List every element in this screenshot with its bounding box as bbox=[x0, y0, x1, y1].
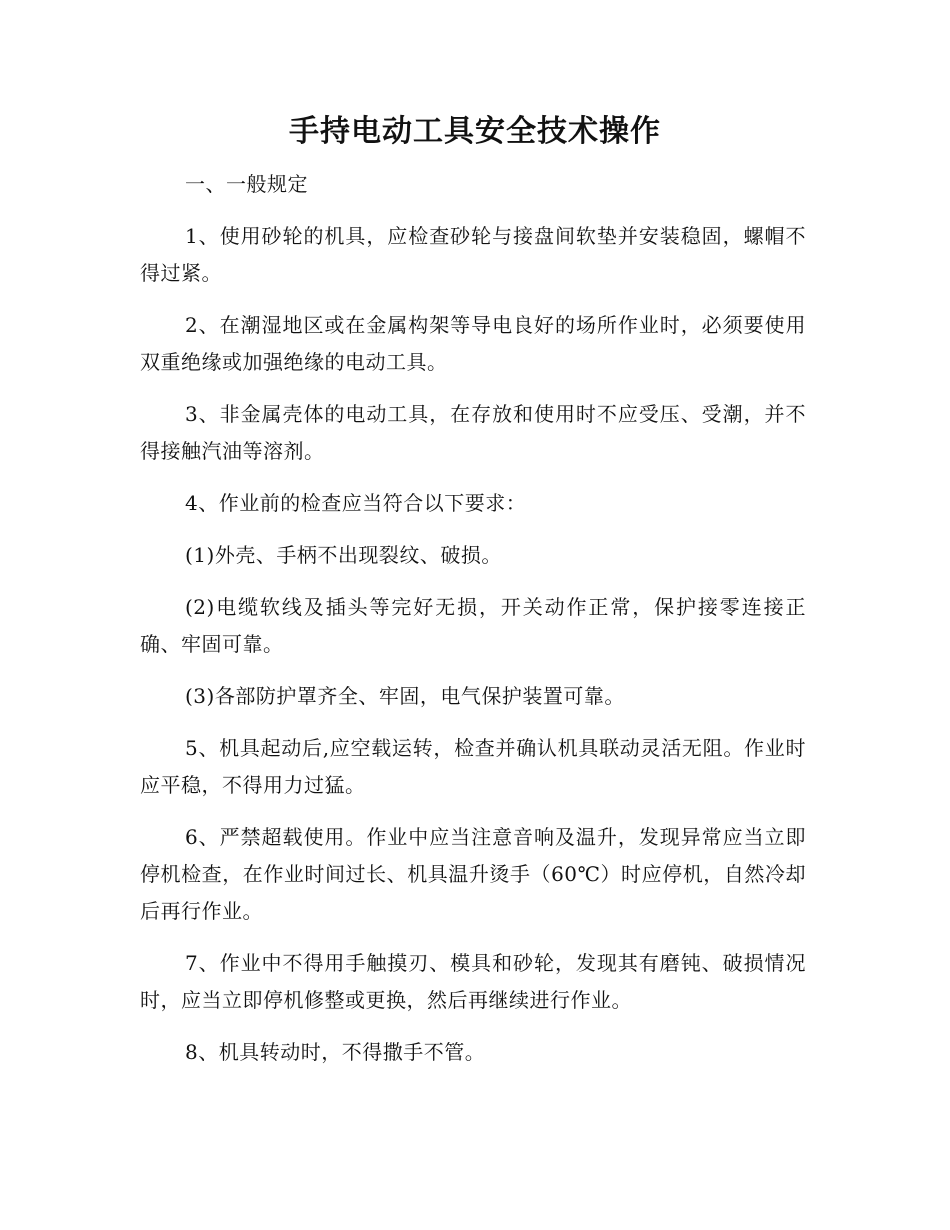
paragraph-7: 7、作业中不得用手触摸刃、模具和砂轮，发现其有磨钝、破损情况时，应当立即停机修整或更换，然后再继续进行作业。 bbox=[140, 951, 806, 1012]
paragraph-4-1: (1)外壳、手柄不出现裂纹、破损。 bbox=[185, 543, 502, 567]
paragraph-4-3: (3)各部防护罩齐全、牢固，电气保护装置可靠。 bbox=[185, 684, 625, 708]
paragraph-2: 2、在潮湿地区或在金属构架等导电良好的场所作业时，必须要使用双重绝缘或加强绝缘的电动工具。 bbox=[140, 313, 806, 374]
paragraph-6: 6、严禁超载使用。作业中应当注意音响及温升，发现异常应当立即停机检查，在作业时间过长、机具温升烫手（60℃）时应停机，自然冷却后再行作业。 bbox=[140, 825, 806, 923]
paragraph-4: 4、作业前的检查应当符合以下要求： bbox=[185, 491, 527, 515]
paragraph-5: 5、机具起动后,应空载运转，检查并确认机具联动灵活无阻。作业时应平稳，不得用力过猛。 bbox=[140, 736, 806, 797]
document-title: 手持电动工具安全技术操作 bbox=[289, 114, 661, 149]
section-heading: 一、一般规定 bbox=[185, 172, 308, 196]
paragraph-1: 1、使用砂轮的机具，应检查砂轮与接盘间软垫并安装稳固，螺帽不得过紧。 bbox=[140, 224, 806, 285]
paragraph-3: 3、非金属壳体的电动工具，在存放和使用时不应受压、受潮，并不得接触汽油等溶剂。 bbox=[140, 402, 806, 463]
document-body bbox=[140, 166, 806, 1086]
paragraph-4-2: (2)电缆软线及插头等完好无损，开关动作正常，保护接零连接正确、牢固可靠。 bbox=[140, 595, 806, 656]
paragraph-8: 8、机具转动时，不得撒手不管。 bbox=[185, 1040, 486, 1064]
